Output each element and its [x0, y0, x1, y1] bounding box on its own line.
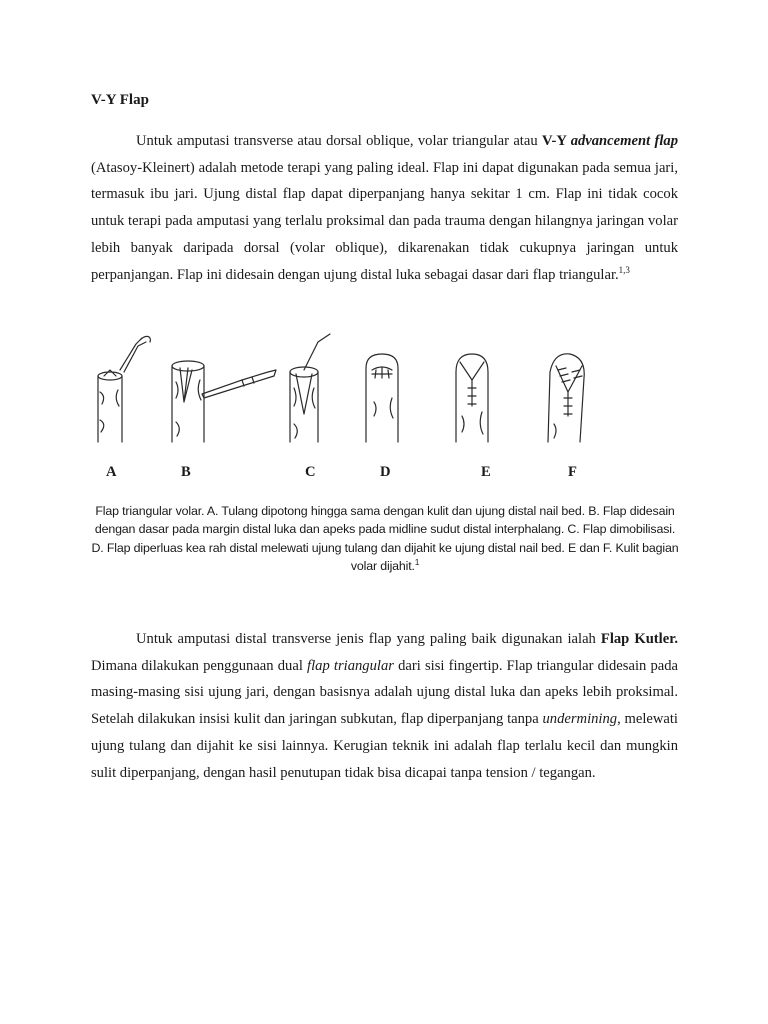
caption-reference: 1	[414, 557, 420, 567]
para1-text-2: (Atasoy-Kleinert) adalah metode terapi yang paling ideal. Flap ini dapat digunakan pada semua jari, termasuk ibu jari. Ujung distal flap dapat diperpanjang hanya sekitar 1 cm. Flap ini tidak cocok untuk terapi pada amputasi yang terlalu proksimal dan pada trauma dengan hilangnya jaringan volar lebih banyak daripada dorsal (volar oblique), dikarenakan tidak cukupnya jaringan untuk perpanjangan. Flap ini didesain dengan ujung distal luka sebagai dasar dari flap triangular.	[91, 159, 678, 283]
panel-f-drawing	[548, 354, 584, 442]
panel-label-c: C	[305, 464, 316, 480]
panel-d-drawing	[366, 354, 398, 442]
panel-e-drawing	[456, 354, 488, 442]
paragraph-kutler-flap	[91, 626, 678, 786]
para2-bold-flap-kutler: Flap Kutler.	[600, 631, 678, 647]
para1-bold-italic-advancement-flap: advancement flap	[570, 133, 678, 149]
para2-text-1: Untuk amputasi distal transverse jenis flap yang paling baik digunakan ialah	[136, 631, 601, 647]
panel-a-drawing	[98, 336, 150, 442]
panel-label-e: E	[481, 464, 491, 480]
para1-text-1: Untuk amputasi transverse atau dorsal oblique, volar triangular atau	[136, 133, 542, 149]
para2-text-3: dari sisi fingertip. Flap triangular didesain pada masing-masing sisi ujung jari, dengan basisnya adalah ujung distal luka dan apeks lebih proksimal. Setelah dilakukan insisi kulit dan jaringan subkutan, flap diperpanjang tanpa	[91, 657, 679, 728]
para2-italic-undermining: undermining	[542, 711, 618, 728]
panel-label-a: A	[106, 464, 117, 480]
para2-italic-flap-triangular: flap triangular	[307, 657, 394, 674]
caption-text: Flap triangular volar. A. Tulang dipotong hingga sama dengan kulit dan ujung distal nail bed. B. Flap didesain dengan dasar pada margin distal luka dan apeks pada midline sudut distal interphalang. C. Flap dimobilisasi. D. Flap diperluas kea rah distal melewati ujung tulang dan dijahit ke ujung distal nail bed. E dan F. Kulit bagian volar dijahit.	[91, 504, 679, 573]
figure-caption	[90, 502, 680, 575]
panel-c-drawing	[290, 334, 330, 442]
panel-label-f: F	[568, 464, 577, 480]
section-title: V-Y Flap	[91, 92, 149, 108]
panel-label-d: D	[380, 464, 391, 480]
paragraph-vy-flap	[91, 128, 678, 288]
panel-label-b: B	[181, 464, 191, 480]
finger-flap-illustration	[92, 332, 652, 444]
para1-reference: 1,3	[618, 264, 630, 275]
para1-bold-vy: V-Y	[542, 133, 571, 149]
panel-b-drawing	[172, 361, 276, 442]
para2-text-2: Dimana dilakukan penggunaan dual	[91, 657, 308, 674]
para2-text-4: , melewati ujung tulang dan dijahit ke sisi lainnya. Kerugian teknik ini adalah flap terlalu kecil dan mungkin sulit diperpanjang, dengan hasil penutupan tidak bisa dicapai tanpa tension / tegangan.	[91, 711, 678, 781]
